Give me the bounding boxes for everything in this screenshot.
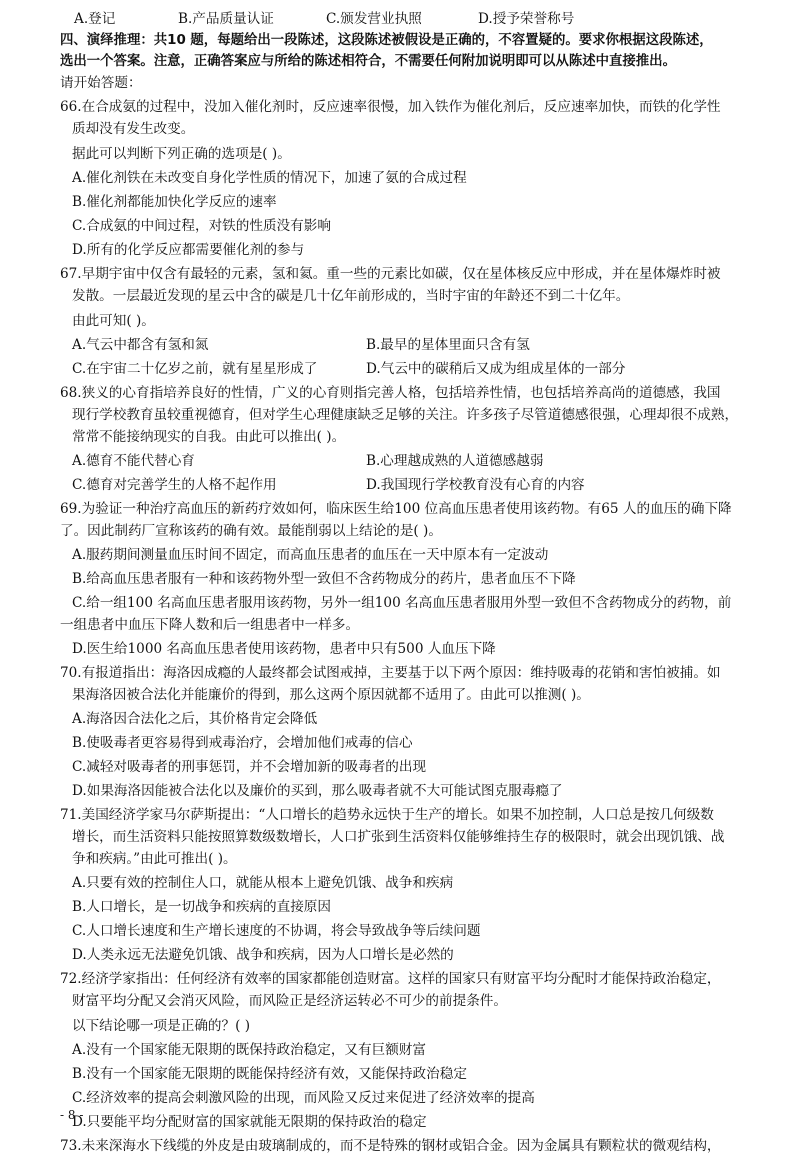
option-c: C.德育对完善学生的人格不起作用	[72, 477, 277, 493]
question-stem-cont: 了。因此制药厂宣称该药的确有效。最能削弱以上结论的是( )。	[60, 523, 442, 539]
option-c: C.给一组100 名高血压患者服用该药物，另外一组100 名高血压患者服用外型一致但不含药物成分的药物，前	[72, 595, 732, 611]
question-67	[60, 263, 756, 380]
option-c: C.在宇宙二十亿岁之前，就有星星形成了	[72, 361, 318, 377]
option-a: A.催化剂铁在未改变自身化学性质的情况下，加速了氨的合成过程	[72, 170, 467, 186]
option-a: A.只要有效的控制住人口，就能从根本上避免饥饿、战争和疾病	[72, 875, 454, 891]
section-heading	[60, 30, 756, 72]
question-stem-cont: 增长，而生活资料只能按照算数级数增长，人口扩张到生活资料仅能够维持生存的极限时，就会出现饥饿、战	[72, 829, 725, 845]
question-stem: 67.早期宇宙中仅含有最轻的元素，氢和氦。重一些的元素比如碳，仅在星体核反应中形成，并在星体爆炸时被	[60, 266, 721, 282]
option-c: C.合成氨的中间过程，对铁的性质没有影响	[72, 218, 331, 234]
option-a: A.气云中都含有氢和氮	[72, 337, 209, 353]
option-a: A.没有一个国家能无限期的既保持政治稳定，又有巨额财富	[72, 1042, 426, 1058]
question-68	[60, 382, 756, 496]
question-73	[60, 1135, 756, 1157]
question-lead: 由此可知( )。	[72, 313, 155, 329]
question-stem-cont: 果海洛因被合法化并能廉价的得到，那么这两个原因就都不适用了。由此可以推测( )。	[72, 687, 590, 703]
question-66	[60, 96, 756, 261]
question-stem: 73.未来深海水下线缆的外皮是由玻璃制成的，而不是特殊的钢材或铝合金。因为金属具有颗粒状的微观结构，	[60, 1138, 721, 1154]
option-a: A.登记	[74, 11, 116, 27]
question-stem: 71.美国经济学家马尔萨斯提出：“人口增长的趋势永远快于生产的增长。如果不加控制，人口总是按几何级数	[60, 807, 714, 823]
option-d: D.医生给1000 名高血压患者使用该药物，患者中只有500 人血压下降	[72, 641, 496, 657]
option-a: A.德育不能代替心育	[72, 453, 195, 469]
options-grid	[60, 358, 756, 380]
option-a: A.海洛因合法化之后，其价格肯定会降低	[72, 711, 318, 727]
question-stem-cont: 常常不能接纳现实的自我。由此可以推出( )。	[72, 429, 346, 445]
option-d: D.授予荣誉称号	[478, 11, 575, 27]
option-b: B.产品质量认证	[178, 11, 274, 27]
option-d: D.只要能平均分配财富的国家就能无限期的保持政治的稳定	[72, 1114, 427, 1130]
question-stem-cont: 现行学校教育虽较重视德育，但对学生心理健康缺乏足够的关注。许多孩子尽管道德感很强，心理却很不成熟，	[72, 407, 739, 423]
option-d: D.如果海洛因能被合法化以及廉价的买到，那么吸毒者就不大可能试图克服毒瘾了	[72, 783, 563, 799]
option-b: B.人口增长，是一切战争和疾病的直接原因	[72, 899, 331, 915]
options-grid	[60, 334, 756, 356]
section-title-line: 选出一个答案。注意，正确答案应与所给的陈述相符合，不需要任何附加说明即可以从陈述中直接推出。	[60, 54, 676, 69]
question-70	[60, 662, 756, 802]
option-b: B.给高血压患者服有一种和该药物外型一致但不含药物成分的药片，患者血压不下降	[72, 571, 576, 587]
question-stem-cont: 质却没有发生改变。	[72, 121, 195, 137]
option-c: C.减轻对吸毒者的刑事惩罚，并不会增加新的吸毒者的出现	[72, 759, 427, 775]
question-stem: 72.经济学家指出：任何经济有效率的国家都能创造财富。这样的国家只有财富平均分配时才能保持政治稳定，	[60, 971, 721, 987]
question-stem-cont: 财富平均分配又会消灭风险，而风险正是经济运转必不可少的前提条件。	[72, 993, 507, 1009]
section-title-line: 四、演绎推理：共10 题，每题给出一段陈述，这段陈述被假设是正确的，不容置疑的。要求你根据这段陈述，	[60, 33, 713, 48]
option-d: D.所有的化学反应都需要催化剂的参与	[72, 242, 305, 258]
option-d: D.气云中的碳稍后又成为组成星体的一部分	[366, 361, 626, 377]
option-b: B.心理越成熟的人道德感越弱	[366, 453, 544, 469]
option-b: B.使吸毒者更容易得到戒毒治疗，会增加他们戒毒的信心	[72, 735, 413, 751]
question-lead: 据此可以判断下列正确的选项是( )。	[72, 146, 291, 162]
question-stem: 70.有报道指出：海洛因成瘾的人最终都会试图戒掉，主要基于以下两个原因：维持吸毒的花销和害怕被捕。如	[60, 665, 721, 681]
page-number: - 8 -	[60, 1108, 84, 1122]
option-a: A.服药期间测量血压时间不固定，而高血压患者的血压在一天中原本有一定波动	[72, 547, 549, 563]
question-71	[60, 804, 756, 966]
previous-question-options	[60, 8, 756, 30]
question-stem: 66.在合成氨的过程中，没加入催化剂时，反应速率很慢，加入铁作为催化剂后，反应速率加快，而铁的化学性	[60, 99, 721, 115]
question-stem-cont: 发散。一层最近发现的星云中含的碳是几十亿年前形成的，当时宇宙的年龄还不到二十亿年。	[72, 288, 630, 304]
question-stem: 68.狭义的心育指培养良好的性情，广义的心育则指完善人格，包括培养性情，也包括培养高尚的道德感，我国	[60, 385, 721, 401]
start-prompt: 请开始答题：	[60, 75, 142, 91]
options-grid	[60, 450, 756, 472]
option-d: D.我国现行学校教育没有心育的内容	[366, 477, 585, 493]
question-stem: 69.为验证一种治疗高血压的新药疗效如何，临床医生给100 位高血压患者使用该药物。有65 人的血压的确下降	[60, 501, 732, 517]
question-72	[60, 968, 756, 1133]
option-b: B.没有一个国家能无限期的既能保持经济有效，又能保持政治稳定	[72, 1066, 467, 1082]
question-lead: 以下结论哪一项是正确的？( )	[72, 1018, 251, 1034]
option-d: D.人类永远无法避免饥饿、战争和疾病，因为人口增长是必然的	[72, 947, 454, 963]
question-stem-cont: 争和疾病。”由此可推出( )。	[72, 851, 237, 867]
options-grid	[60, 474, 756, 496]
question-69	[60, 498, 756, 660]
option-c: C.经济效率的提高会刺激风险的出现，而风险又反过来促进了经济效率的提高	[72, 1090, 535, 1106]
option-b: B.最早的星体里面只含有氢	[366, 337, 530, 353]
option-c: C.人口增长速度和生产增长速度的不协调，将会导致战争等后续问题	[72, 923, 481, 939]
option-c-cont: 一组患者中血压下降人数和后一组患者中一样多。	[60, 617, 360, 633]
option-c: C.颁发营业执照	[326, 11, 422, 27]
option-b: B.催化剂都能加快化学反应的速率	[72, 194, 277, 210]
